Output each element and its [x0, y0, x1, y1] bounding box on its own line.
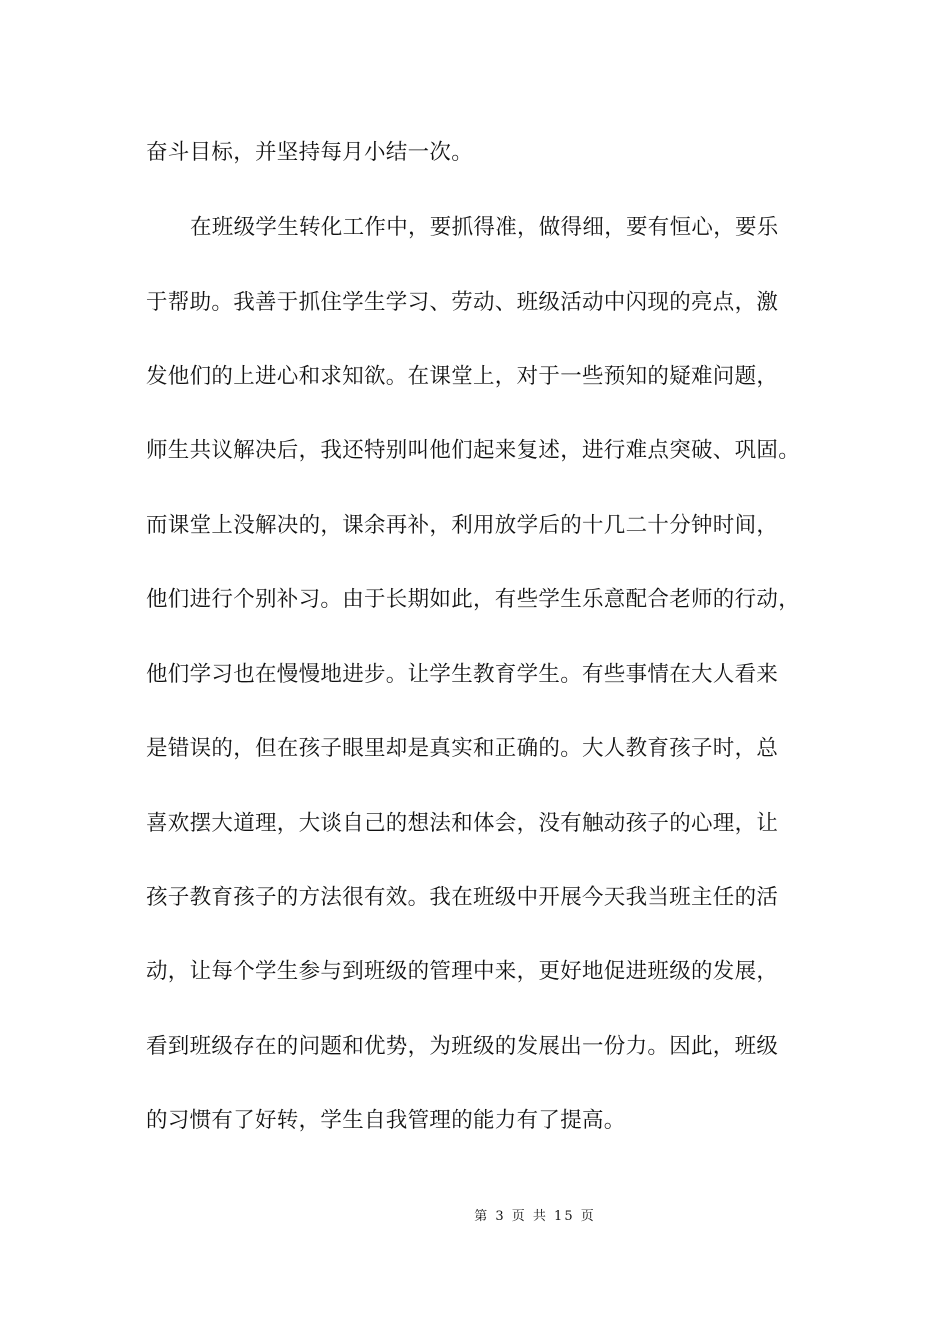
text-line-12: 动，让每个学生参与到班级的管理中来，更好地促进班级的发展，: [146, 959, 779, 984]
text-line-9: 是错误的，但在孩子眼里却是真实和正确的。大人教育孩子时，总: [146, 736, 779, 761]
text-line-2: 在班级学生转化工作中，要抓得准，做得细，要有恒心，要乐: [190, 215, 779, 240]
text-line-10: 喜欢摆大道理，大谈自己的想法和体会，没有触动孩子的心理，让: [146, 811, 779, 836]
text-line-6: 而课堂上没解决的，课余再补，利用放学后的十几二十分钟时间，: [146, 513, 779, 538]
text-line-5: 师生共议解决后，我还特别叫他们起来复述，进行难点突破、巩固。: [146, 438, 801, 463]
text-line-3: 于帮助。我善于抓住学生学习、劳动、班级活动中闪现的亮点，激: [146, 290, 779, 315]
text-line-4: 发他们的上进心和求知欲。在课堂上，对于一些预知的疑难问题，: [146, 364, 779, 389]
text-line-7: 他们进行个别补习。由于长期如此，有些学生乐意配合老师的行动，: [146, 587, 801, 612]
text-line-14: 的习惯有了好转，学生自我管理的能力有了提高。: [146, 1108, 626, 1133]
text-line-11: 孩子教育孩子的方法很有效。我在班级中开展今天我当班主任的活: [146, 885, 779, 910]
text-line-13: 看到班级存在的问题和优势，为班级的发展出一份力。因此，班级: [146, 1034, 779, 1059]
text-line-8: 他们学习也在慢慢地进步。让学生教育学生。有些事情在大人看来: [146, 662, 779, 687]
page-number-footer: 第 3 页 共 15 页: [474, 1209, 596, 1224]
text-line-1: 奋斗目标，并坚持每月小结一次。: [146, 140, 474, 165]
